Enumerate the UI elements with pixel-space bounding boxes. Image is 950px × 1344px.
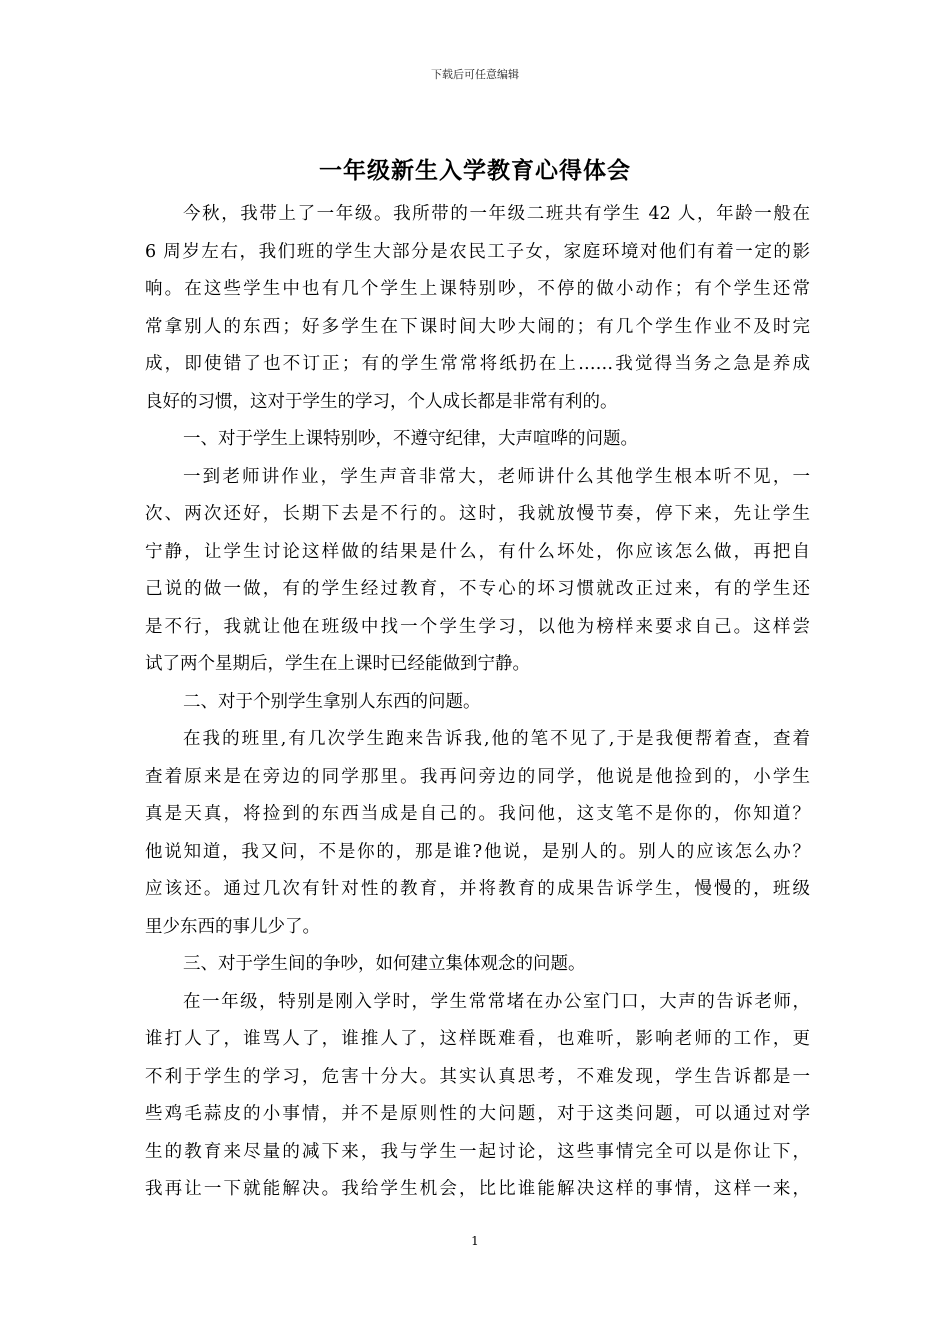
text-line: 谁打人了，谁骂人了，谁推人了，这样既难看，也难听，影响老师的工作，更 — [145, 1029, 810, 1049]
text-line: 己说的做一做，有的学生经过教育，不专心的坏习惯就改正过来，有的学生还 — [145, 579, 810, 599]
text-line: 真是天真，将捡到的东西当成是自己的。我问他，这支笔不是你的，你知道？ — [145, 804, 810, 824]
text-line: 成，即使错了也不订正；有的学生常常将纸扔在上……我觉得当务之急是养成 — [145, 354, 810, 374]
text-line: 试了两个星期后，学生在上课时已经能做到宁静。 — [145, 654, 530, 674]
text-line: 在一年级，特别是刚入学时，学生常常堵在办公室门口，大声的告诉老师， — [183, 991, 810, 1012]
text-line: 在我的班里,有几次学生跑来告诉我,他的笔不见了,于是我便帮着查，查着 — [183, 729, 810, 749]
text-line: 生的教育来尽量的减下来，我与学生一起讨论，这些事情完全可以是你让下， — [145, 1141, 810, 1162]
text-line: 里少东西的事儿少了。 — [145, 916, 320, 937]
text-line: 三、对于学生间的争吵，如何建立集体观念的问题。 — [183, 954, 586, 974]
text-line: 些鸡毛蒜皮的小事情，并不是原则性的大问题，对于这类问题，可以通过对学 — [145, 1104, 810, 1124]
text-line: 6 周岁左右，我们班的学生大部分是农民工子女，家庭环境对他们有着一定的影 — [145, 241, 810, 262]
text-line: 不利于学生的学习，危害十分大。其实认真思考，不难发现，学生告诉都是一 — [145, 1066, 810, 1087]
page-header: 下载后可任意编辑 — [431, 68, 519, 81]
text-line: 宁静，让学生讨论这样做的结果是什么，有什么坏处，你应该怎么做，再把自 — [145, 541, 810, 562]
page-number: 1 — [471, 1234, 479, 1248]
text-line: 查着原来是在旁边的同学那里。我再问旁边的同学，他说是他捡到的，小学生 — [145, 766, 810, 787]
text-line: 常拿别人的东西；好多学生在下课时间大吵大闹的；有几个学生作业不及时完 — [145, 316, 810, 337]
document-body — [145, 200, 810, 1213]
text-line: 一、对于学生上课特别吵，不遵守纪律，大声喧哗的问题。 — [183, 429, 638, 449]
text-line: 二、对于个别学生拿别人东西的问题。 — [183, 691, 481, 712]
text-line: 我再让一下就能解决。我给学生机会，比比谁能解决这样的事情，这样一来， — [145, 1179, 810, 1199]
text-line: 是不行，我就让他在班级中找一个学生学习，以他为榜样来要求自己。这样尝 — [145, 616, 810, 637]
text-line: 次、两次还好，长期下去是不行的。这时，我就放慢节奏，停下来，先让学生 — [145, 504, 810, 524]
text-line: 今秋，我带上了一年级。我所带的一年级二班共有学生 42 人，年龄一般在 — [183, 204, 810, 224]
text-line: 一到老师讲作业，学生声音非常大，老师讲什么其他学生根本听不见，一 — [183, 466, 810, 487]
text-line: 响。在这些学生中也有几个学生上课特别吵，不停的做小动作；有个学生还常 — [145, 279, 810, 299]
text-line: 他说知道，我又问，不是你的，那是谁?他说，是别人的。别人的应该怎么办？ — [145, 841, 810, 862]
text-line: 良好的习惯，这对于学生的学习，个人成长都是非常有利的。 — [145, 391, 618, 412]
text-line: 应该还。通过几次有针对性的教育，并将教育的成果告诉学生，慢慢的，班级 — [145, 879, 810, 899]
document-title: 一年级新生入学教育心得体会 — [319, 158, 631, 184]
